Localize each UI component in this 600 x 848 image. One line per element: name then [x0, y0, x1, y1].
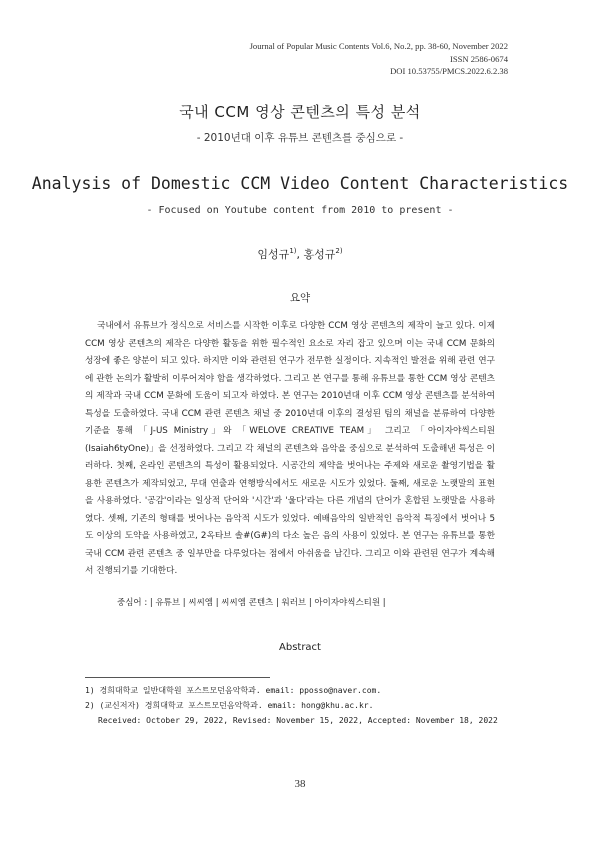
- footnotes: [85, 683, 515, 728]
- footnote: 1) 경희대학교 일반대학원 포스트모던음악학과. email: pposso@naver.com.: [85, 686, 382, 695]
- keywords: 중심어 : | 유튜브 | 씨씨엠 | 씨씨엠 콘텐츠 | 워러브 | 아이자야씩스티원 |: [117, 598, 386, 608]
- footnote-divider: [85, 677, 270, 678]
- journal-header: [188, 40, 508, 78]
- page-number: 38: [294, 778, 306, 790]
- author-separator: ,: [296, 248, 304, 261]
- paper-title-english: Analysis of Domestic CCM Video Content Characteristics: [31, 174, 569, 193]
- paper-subtitle-english: - Focused on Youtube content from 2010 to present -: [146, 205, 454, 216]
- abstract-heading-korean: 요약: [289, 292, 311, 304]
- author-name: 임성규: [257, 248, 290, 261]
- footnote: 2) (교신저자) 경희대학교 포스트모던음악학과. email: hong@khu.ac.kr.: [85, 701, 374, 710]
- journal-issn: ISSN 2586-0674: [449, 53, 508, 64]
- journal-doi: DOI 10.53755/PMCS.2022.6.2.38: [390, 66, 508, 76]
- received-dates: Received: October 29, 2022, Revised: November 15, 2022, Accepted: November 18, 2022: [98, 716, 498, 725]
- author-name: 홍성규: [303, 248, 336, 261]
- paper-subtitle-korean: - 2010년대 이후 유튜브 콘텐츠를 중심으로 -: [196, 132, 404, 144]
- abstract-body-korean: 국내에서 유튜브가 정식으로 서비스를 시작한 이후로 다양한 CCM 영상 콘텐츠의 제작이 늘고 있다. 이제 CCM 영상 콘텐츠의 제작은 다양한 활동을 위한 필수적인 요소로 자리 잡고 있으며 이는 국내 CCM 문화의 성장에 좋은 양분이 되고 있다. 하지만 이와 관련된 연구가 전무한 실정이다. 지속적인 발전을 위해 관련 연구에 관한 논의가 활발히 이루어져야 함을 생각하였다. 그리고 본 연구를 통해 유튜브를 통한 CCM 영상 콘텐츠의 제작과 국내 CCM 문화에 도움이 되고자 하였다. 본 연구는 2010년대 이후 CCM 영상 콘텐츠를 분석하여 특성을 도출하였다. 국내 CCM 관련 콘텐츠 채널 중 2010년대 이후의 결성된 팀의 채널을 분류하여 다양한 기준을 통해 「J-US Ministry」와 「WELOVE CREATIVE TEAM」 그리고 「아이자야씩스티원(Isaiah6tyOne)」을 선정하였다. 그리고 각 채널의 콘텐츠와 음악을 중심으로 분석하여 도출해낸 특성은 이러하다. 첫째, 온라인 콘텐츠의 특성이 활용되었다. 시공간의 제약을 벗어나는 주제와 새로운 촬영기법을 활용한 콘텐츠가 제작되었고, 무대 연출과 연행방식에서도 새로운 시도가 있었다. 둘째, 새로운 노랫말의 표현을 사용하였다. '공감'이라는 일상적 단어와 '시간'과 '울다'라는 다른 개념의 단어가 혼합된 노랫말을 사용하였다. 셋째, 기존의 형태를 벗어나는 음악적 시도가 있었다. 예배음악의 일반적인 음악적 특징에서 벗어나 5도 이상의 도약을 사용하였고, 2옥타브 솔#(G#)의 다소 높은 음의 사용이 있었다. 본 연구는 유튜브를 통한 국내 CCM 관련 콘텐츠 중 일부만을 다루었다는 점에서 아쉬움을 남긴다. 그리고 이와 관련된 연구가 계속해서 진행되기를 기대한다.: [85, 321, 495, 576]
- abstract-heading-english: Abstract: [279, 642, 321, 653]
- paper-title-korean: 국내 CCM 영상 콘텐츠의 특성 분석: [179, 103, 421, 121]
- journal-citation: Journal of Popular Music Contents Vol.6, No.2, pp. 38-60, November 2022: [249, 41, 508, 51]
- footnote-marker: 2): [335, 247, 343, 255]
- footnote-marker: 1): [289, 247, 297, 255]
- author-line: [0, 246, 600, 262]
